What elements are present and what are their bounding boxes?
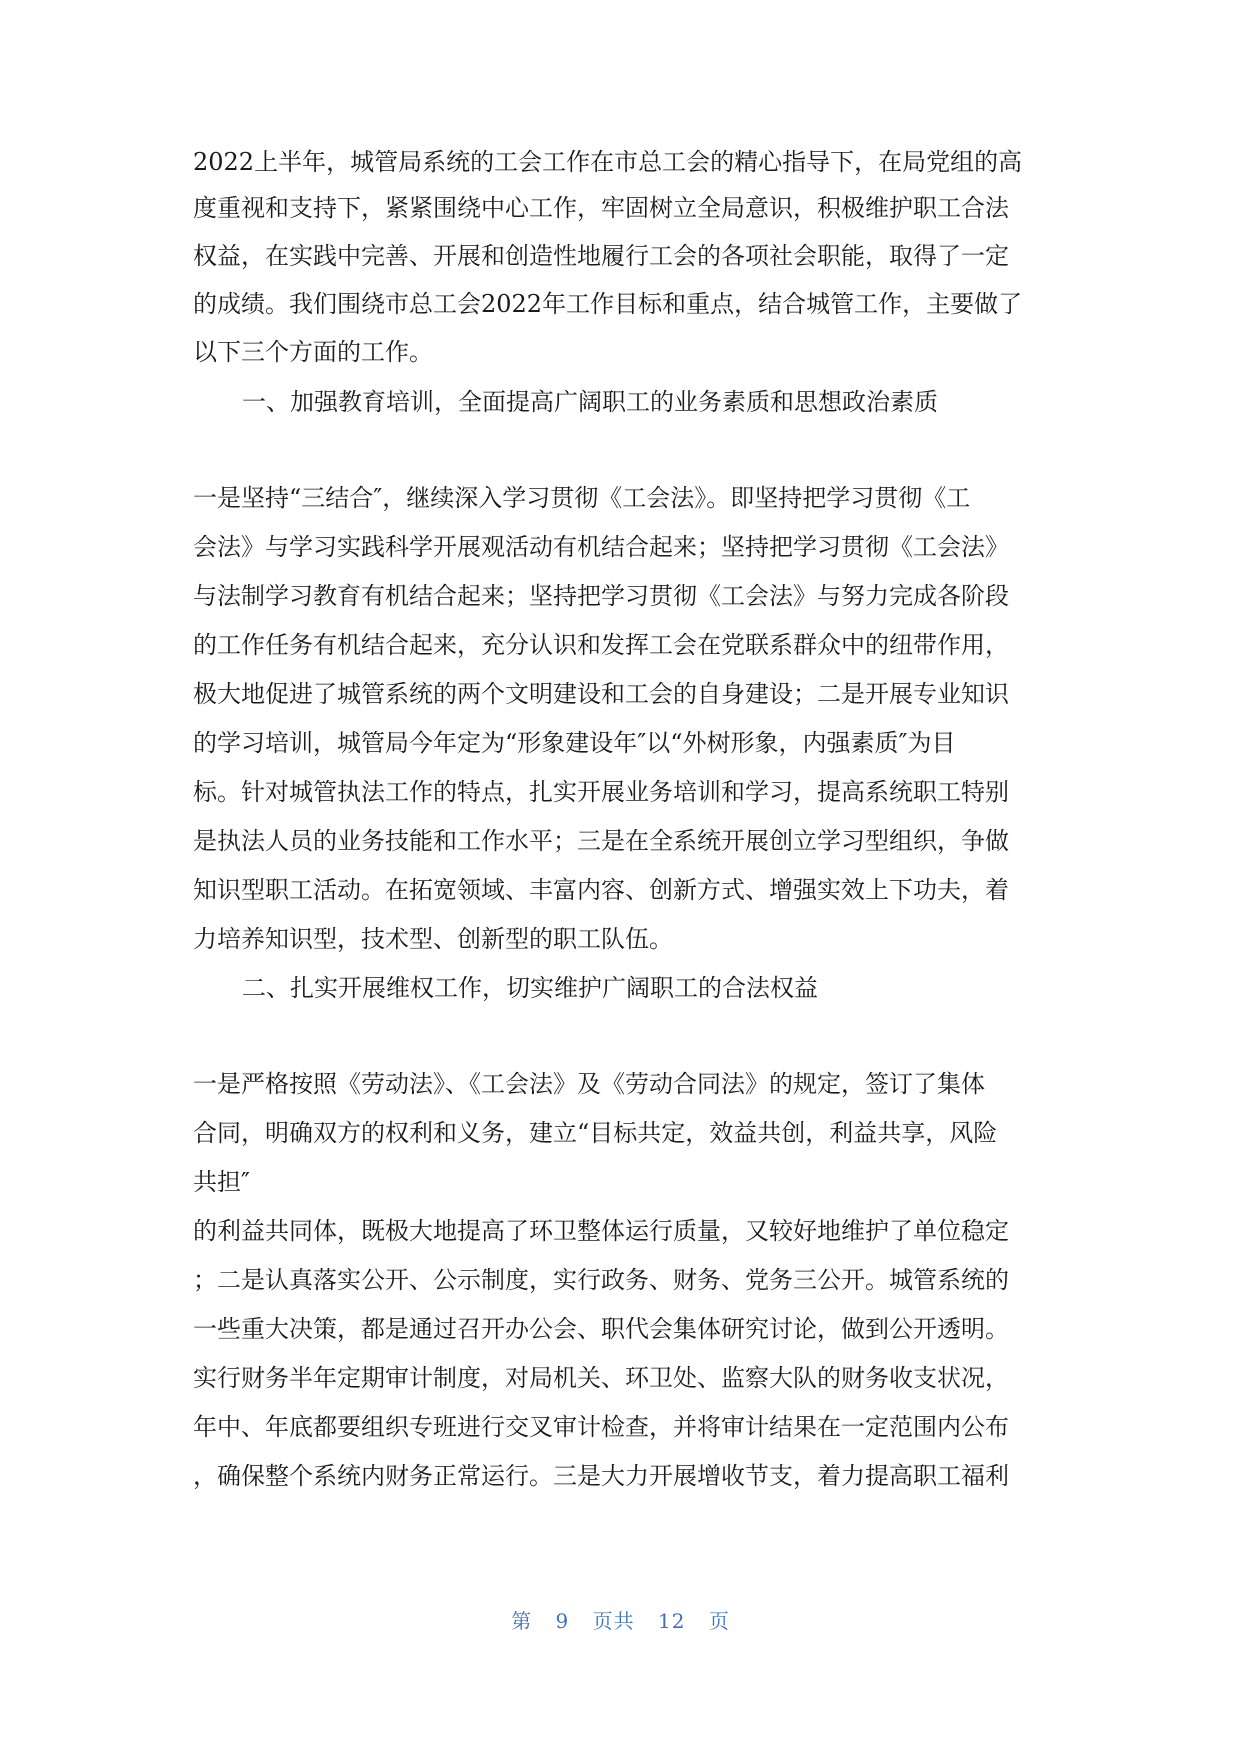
footer-prefix: 第 xyxy=(511,1609,533,1633)
text-line: 与法制学习教育有机结合起来；坚持把学习贯彻《工会法》与努力完成各阶段 xyxy=(193,582,1009,610)
footer-suffix: 页 xyxy=(708,1609,730,1633)
text-line: 的成绩。我们围绕市总工会2022年工作目标和重点，结合城管工作，主要做了 xyxy=(193,290,1023,318)
text-line: 以下三个方面的工作。 xyxy=(193,338,433,366)
section-heading: 二、扎实开展维权工作，切实维护广阔职工的合法权益 xyxy=(242,974,818,1002)
text-line: 标。针对城管执法工作的特点，扎实开展业务培训和学习，提高系统职工特别 xyxy=(193,778,1009,806)
text-line: 一些重大决策，都是通过召开办公会、职代会集体研究讨论，做到公开透明。 xyxy=(193,1315,1009,1343)
page-footer xyxy=(0,1605,1241,1634)
text-line: 年中、年底都要组织专班进行交叉审计检查，并将审计结果在一定范围内公布 xyxy=(193,1413,1009,1441)
text-line: 力培养知识型，技术型、创新型的职工队伍。 xyxy=(193,925,673,953)
text-line: 的工作任务有机结合起来，充分认识和发挥工会在党联系群众中的纽带作用， xyxy=(193,631,1009,659)
total-page-count: 12 xyxy=(658,1609,686,1633)
text-line: ；二是认真落实公开、公示制度，实行政务、财务、党务三公开。城管系统的 xyxy=(193,1266,1009,1294)
text-line: ，确保整个系统内财务正常运行。三是大力开展增收节支，着力提高职工福利 xyxy=(193,1462,1009,1490)
text-line: 是执法人员的业务技能和工作水平；三是在全系统开展创立学习型组织，争做 xyxy=(193,827,1009,855)
text-line: 一是严格按照《劳动法》、《工会法》及《劳动合同法》的规定，签订了集体 xyxy=(193,1070,985,1098)
text-line: 共担″ xyxy=(193,1168,250,1196)
text-line: 的学习培训，城管局今年定为“形象建设年″以“外树形象，内强素质″为目 xyxy=(193,729,956,757)
section-heading: 一、加强教育培训，全面提高广阔职工的业务素质和思想政治素质 xyxy=(242,388,938,416)
text-line: 2022上半年，城管局系统的工会工作在市总工会的精心指导下，在局党组的高 xyxy=(193,148,1023,176)
text-line: 会法》与学习实践科学开展观活动有机结合起来；坚持把学习贯彻《工会法》 xyxy=(193,533,1009,561)
text-line: 度重视和支持下，紧紧围绕中心工作，牢固树立全局意识，积极维护职工合法 xyxy=(193,194,1009,222)
text-line: 一是坚持“三结合″，继续深入学习贯彻《工会法》。即坚持把学习贯彻《工 xyxy=(193,484,971,512)
current-page-number: 9 xyxy=(555,1609,570,1633)
text-line: 的利益共同体，既极大地提高了环卫整体运行质量，又较好地维护了单位稳定 xyxy=(193,1217,1009,1245)
text-line: 实行财务半年定期审计制度，对局机关、环卫处、监察大队的财务收支状况， xyxy=(193,1364,1009,1392)
text-line: 权益，在实践中完善、开展和创造性地履行工会的各项社会职能，取得了一定 xyxy=(193,242,1009,270)
footer-middle: 页共 xyxy=(592,1609,635,1633)
text-line: 合同，明确双方的权利和义务，建立“目标共定，效益共创，利益共享，风险 xyxy=(193,1119,998,1147)
text-line: 知识型职工活动。在拓宽领域、丰富内容、创新方式、增强实效上下功夫，着 xyxy=(193,876,1009,904)
text-line: 极大地促进了城管系统的两个文明建设和工会的自身建设；二是开展专业知识 xyxy=(193,680,1009,708)
